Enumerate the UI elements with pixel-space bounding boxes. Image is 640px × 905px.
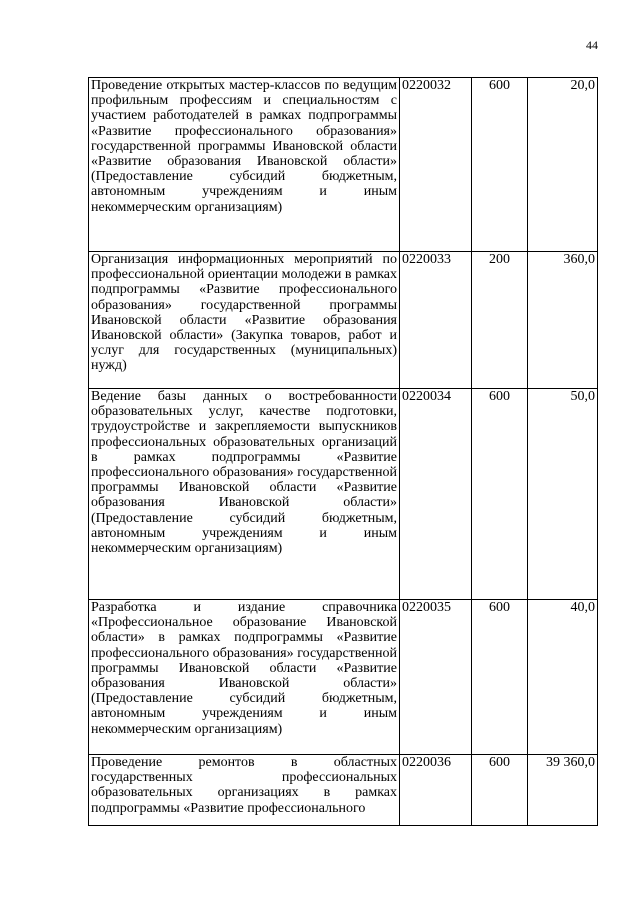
row-target-code: 0220036 [400, 755, 472, 826]
table-row [89, 252, 598, 389]
row-description: Проведение ремонтов в областных государственных профессиональных образовательных организациях в рамках подпрограммы «Развитие профессионального [89, 755, 400, 826]
row-description: Разработка и издание справочника «Профессиональное образование Ивановской области» в рамках подпрограммы «Развитие профессионального образования» государственной программы Ивановской области «Развитие образования Ивановской области» (Предоставление субсидий бюджетным, автономным учреждениям и иным некоммерческим организациям) [89, 600, 400, 755]
row-expense-type: 600 [472, 389, 528, 600]
row-amount: 50,0 [528, 389, 598, 600]
row-target-code: 0220033 [400, 252, 472, 389]
row-target-code: 0220032 [400, 78, 472, 252]
row-amount: 40,0 [528, 600, 598, 755]
row-description: Организация информационных мероприятий по профессиональной ориентации молодежи в рамках подпрограммы «Развитие профессионального образования» государственной программы Ивановской области «Развитие образования Ивановской области» (Закупка товаров, работ и услуг для государственных (муниципальных) нужд) [89, 252, 400, 389]
row-target-code: 0220034 [400, 389, 472, 600]
row-amount: 20,0 [528, 78, 598, 252]
row-amount: 39 360,0 [528, 755, 598, 826]
row-expense-type: 200 [472, 252, 528, 389]
page-number: 44 [586, 38, 598, 52]
table-row [89, 755, 598, 826]
row-expense-type: 600 [472, 600, 528, 755]
row-amount: 360,0 [528, 252, 598, 389]
row-expense-type: 600 [472, 755, 528, 826]
row-description: Проведение открытых мастер-классов по ведущим профильным профессиям и специальностям с участием работодателей в рамках подпрограммы «Развитие профессионального образования» государственной программы Ивановской области «Развитие образования Ивановской области» (Предоставление субсидий бюджетным, автономным учреждениям и иным некоммерческим организациям) [89, 78, 400, 252]
table-row [89, 78, 598, 252]
table-row [89, 600, 598, 755]
row-target-code: 0220035 [400, 600, 472, 755]
budget-table [88, 77, 598, 826]
row-expense-type: 600 [472, 78, 528, 252]
table-row [89, 389, 598, 600]
row-description: Ведение базы данных о востребованности образовательных услуг, качестве подготовки, трудоустройстве и закрепляемости выпускников профессиональных образовательных организаций в рамках подпрограммы «Развитие профессионального образования» государственной программы Ивановской области «Развитие образования Ивановской области» (Предоставление субсидий бюджетным, автономным учреждениям и иным некоммерческим организациям) [89, 389, 400, 600]
